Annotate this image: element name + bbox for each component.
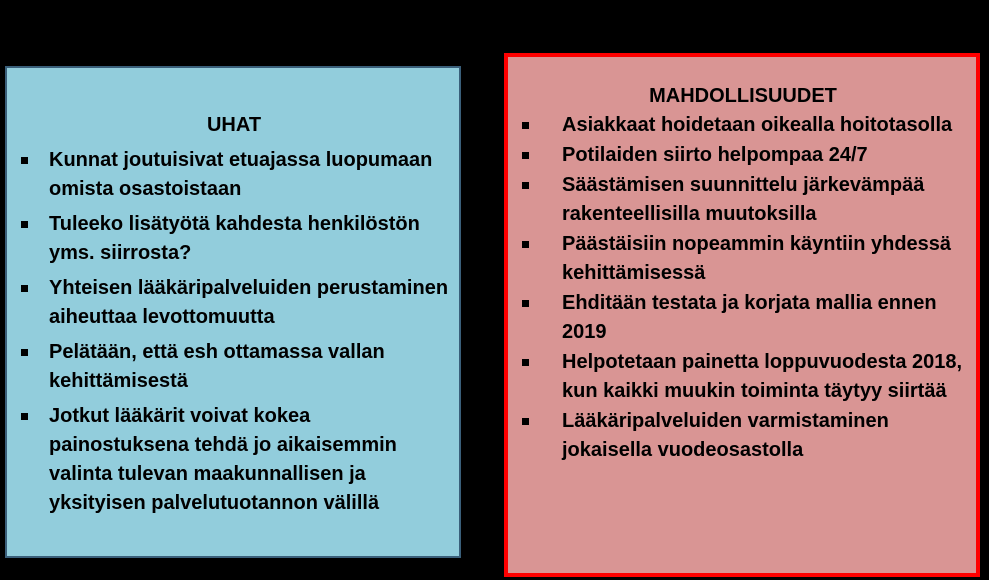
list-item [19, 146, 449, 204]
square-bullet-icon [21, 285, 28, 292]
list-item [19, 274, 449, 332]
list-item [19, 210, 449, 268]
list-item-text: Jotkut lääkärit voivat kokea painostuksena tehdä jo aikaisemmin valinta tulevan maakunnallisen ja yksityisen palvelutuotannon välillä [49, 405, 397, 514]
list-item [518, 111, 968, 140]
threats-list [19, 146, 449, 518]
square-bullet-icon [522, 300, 529, 307]
list-item [518, 289, 968, 347]
list-item [518, 171, 968, 229]
list-item-text: Asiakkaat hoidetaan oikealla hoitotasolla [562, 114, 953, 136]
threats-title: UHAT [206, 114, 262, 136]
opportunities-title: MAHDOLLISUUDET [649, 85, 837, 107]
square-bullet-icon [522, 359, 529, 366]
list-item-text: Tuleeko lisätyötä kahdesta henkilöstön yms. siirrosta? [49, 213, 420, 264]
list-item-text: Ehditään testata ja korjata mallia ennen 2019 [562, 292, 937, 343]
square-bullet-icon [522, 122, 529, 129]
list-item-text: Säästämisen suunnittelu järkevämpää rakenteellisilla muutoksilla [562, 174, 925, 225]
list-item-text: Kunnat joutuisivat etuajassa luopumaan omista osastoistaan [49, 149, 433, 200]
list-item-text: Yhteisen lääkäripalveluiden perustaminen aiheuttaa levottomuutta [49, 277, 449, 328]
square-bullet-icon [21, 157, 28, 164]
list-item-text: Päästäisiin nopeammin käyntiin yhdessä kehittämisessä [562, 233, 952, 284]
threats-panel [5, 66, 461, 558]
list-item-text: Potilaiden siirto helpompaa 24/7 [562, 144, 868, 166]
list-item [19, 402, 449, 518]
list-item [518, 141, 968, 170]
opportunities-list [518, 111, 968, 465]
list-item-text: Helpotetaan painetta loppuvuodesta 2018, kun kaikki muukin toiminta täytyy siirtää [562, 351, 963, 402]
square-bullet-icon [21, 413, 28, 420]
list-item [518, 407, 968, 465]
square-bullet-icon [522, 152, 529, 159]
list-item [19, 338, 449, 396]
list-item [518, 230, 968, 288]
square-bullet-icon [522, 241, 529, 248]
list-item-text: Pelätään, että esh ottamassa vallan kehittämisestä [49, 341, 385, 392]
square-bullet-icon [522, 182, 529, 189]
square-bullet-icon [21, 349, 28, 356]
square-bullet-icon [21, 221, 28, 228]
list-item-text: Lääkäripalveluiden varmistaminen jokaisella vuodeosastolla [562, 410, 889, 461]
opportunities-panel [504, 53, 980, 577]
square-bullet-icon [522, 418, 529, 425]
list-item [518, 348, 968, 406]
